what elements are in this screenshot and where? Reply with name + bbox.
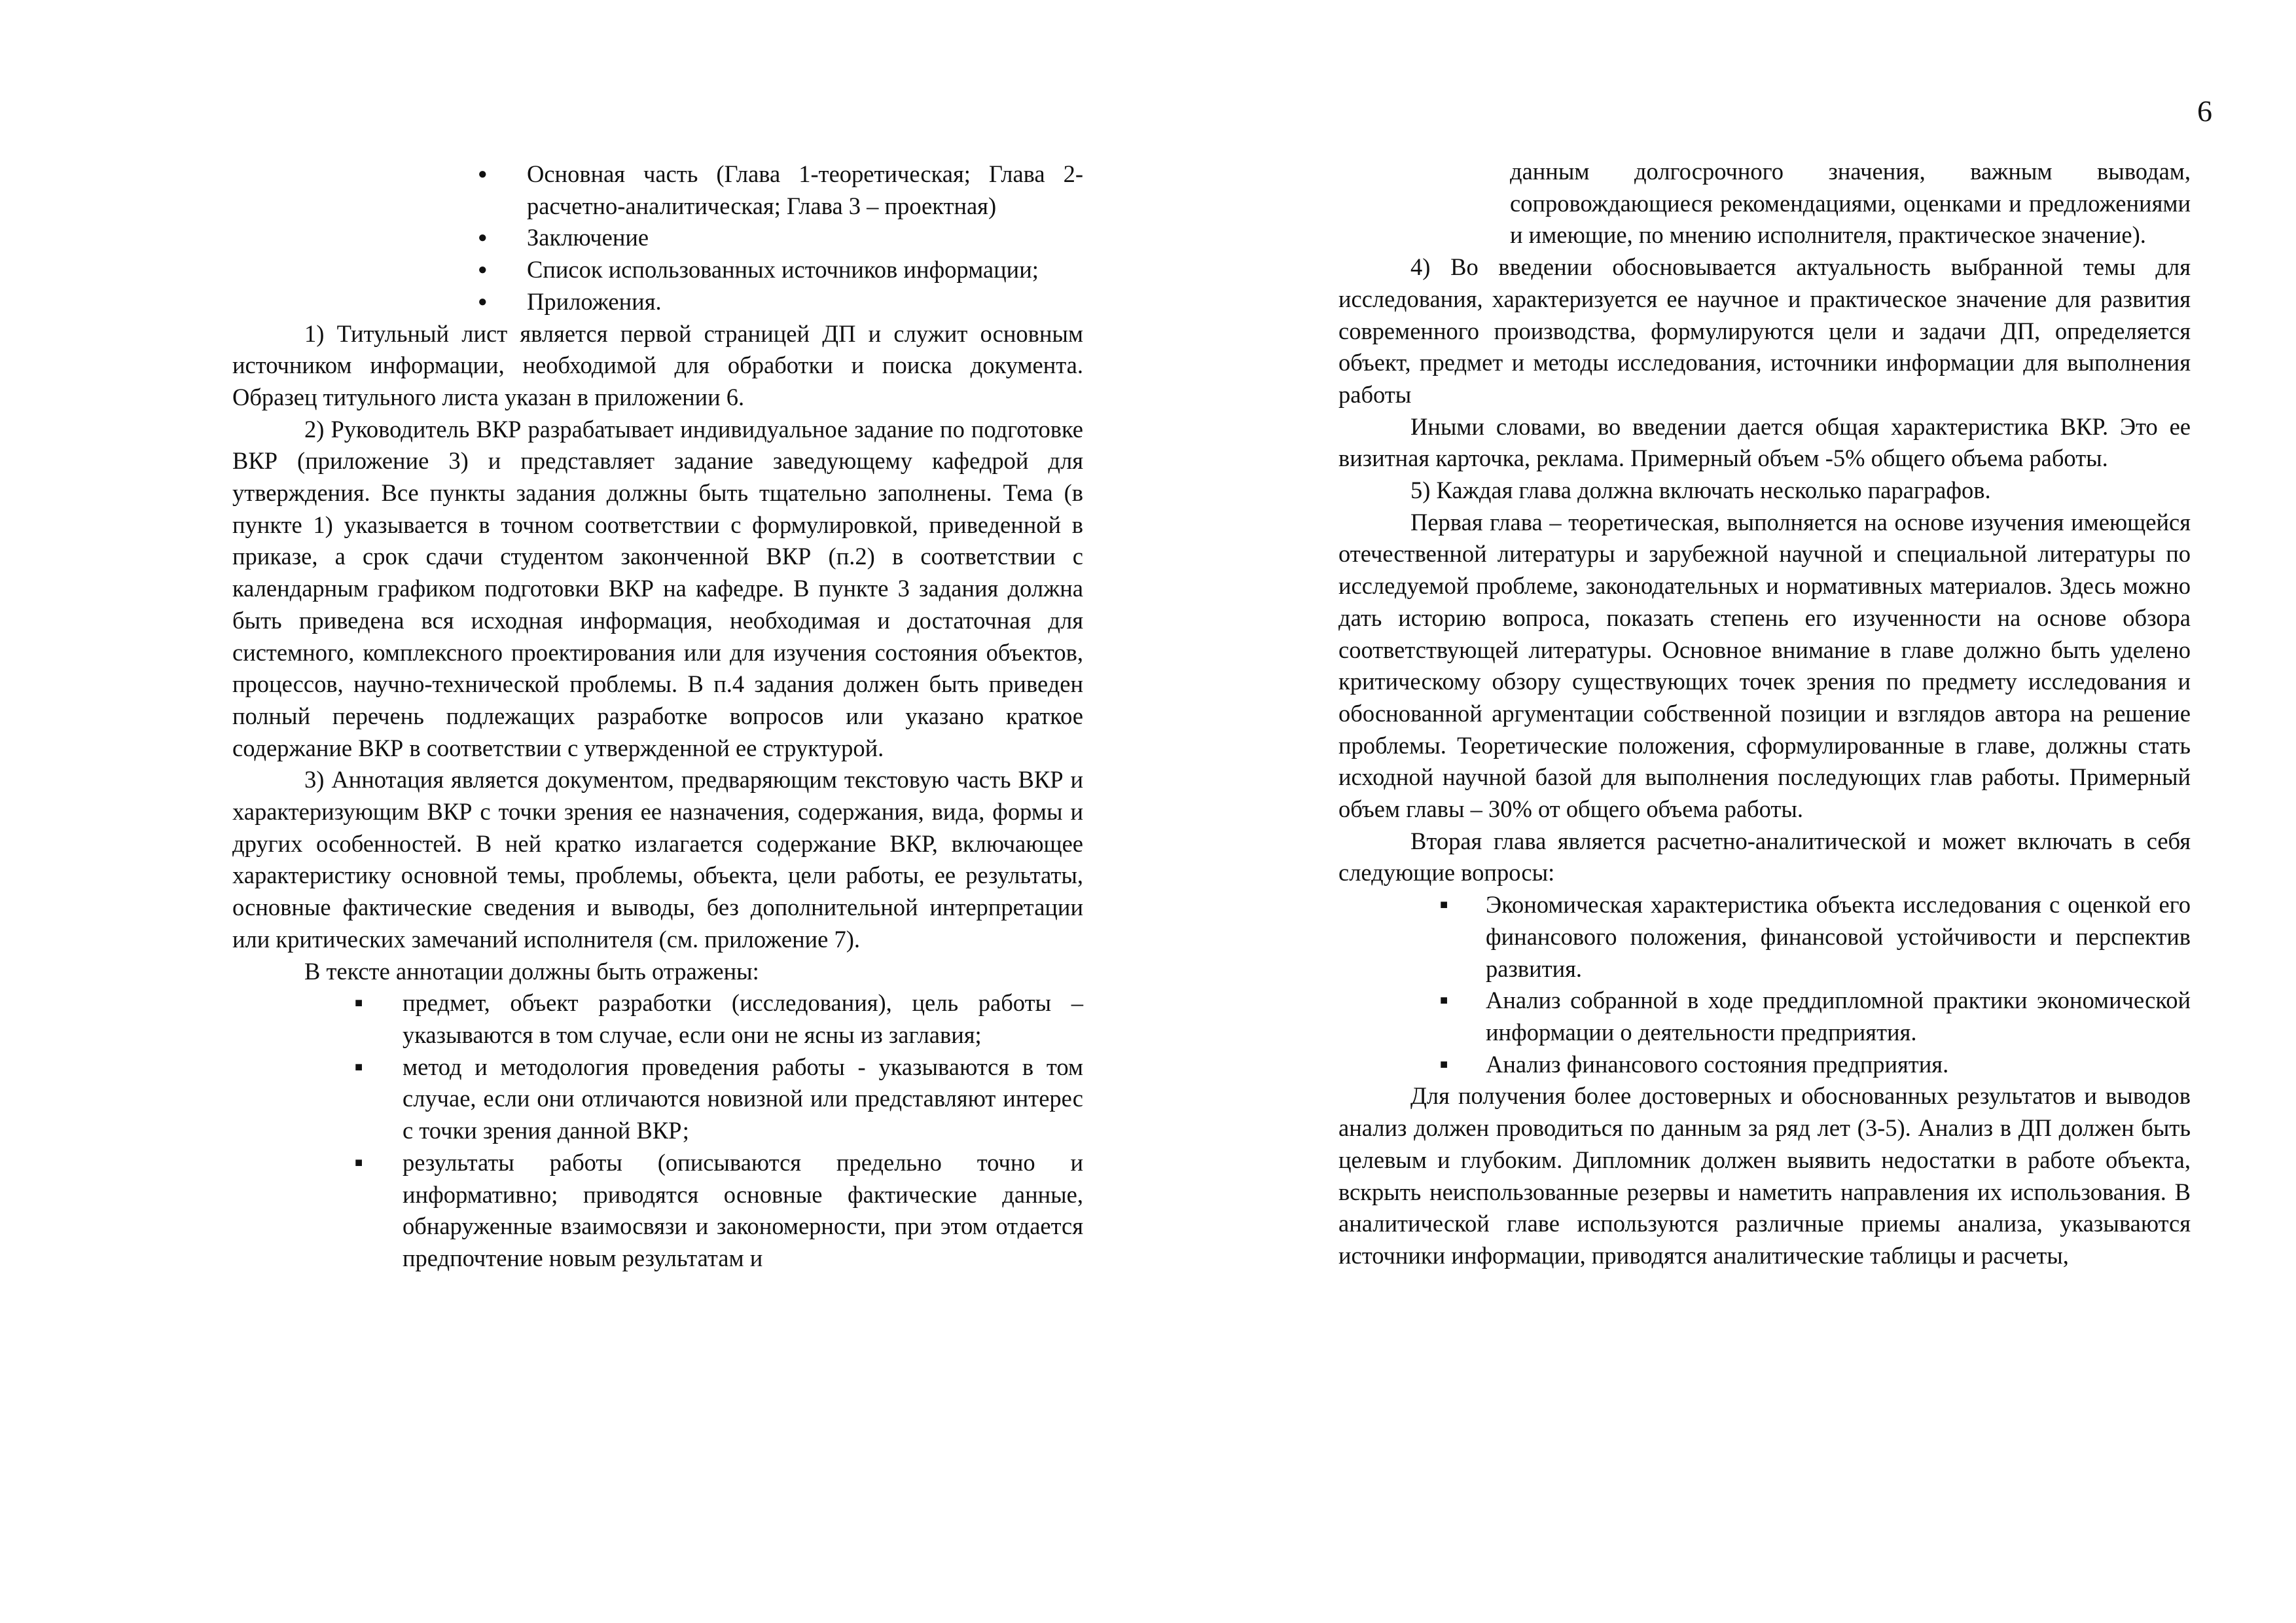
left-column [232,158,1083,1275]
right-column [1338,156,2191,1272]
list-item: ● Основная часть (Глава 1-теоретическая; Глава 2-расчетно-аналитическая; Глава 3 – проектная) [232,158,1083,222]
paragraph-annotation-intro: В тексте аннотации должны быть отражены: [304,957,759,985]
list-item: ■ метод и методология проведения работы - указываются в том случае, если они отличаются новизной или представляют интерес с точки зрения данной ВКР; [232,1051,1083,1147]
paragraph-title-page: 1) Титульный лист является первой страницей ДП и служит основным источником информации, необходимой для обработки и поиска документа. Образец титульного листа указан в приложении 6. [232,319,1083,410]
paragraph-introduction: 4) Во введении обосновывается актуальность выбранной темы для исследования, характеризуется ее научное и практическое значение для развития современного производства, формулируются цели и задачи ДП, определяется объект, предмет и методы исследования, источники информации для выполнения работы [1338,253,2191,408]
paragraph-second-chapter: Вторая глава является расчетно-аналитической и может включать в себя следующие вопросы: [1338,827,2191,886]
list-item: ● Список использованных источников информации; [232,254,1083,286]
paragraph-chapters: 5) Каждая глава должна включать несколько параграфов. [1410,477,1991,504]
second-chapter-list [1338,889,2191,1080]
paragraph-annotation: 3) Аннотация является документом, предваряющим текстовую часть ВКР и характеризующим ВКР с точки зрения ее назначения, содержания, вида, формы и других особенностей. В ней кратко излагается содержание ВКР, включающее характеристику основной темы, проблемы, объекта, цели работы, ее результаты, основные фактические сведения и выводы, без дополнительной интерпретации или критических замечаний исполнителя (см. приложение 7). [232,766,1083,953]
list-item: ■ Анализ финансового состояния предприятия. [1338,1049,2191,1081]
paragraph-analysis: Для получения более достоверных и обоснованных результатов и выводов анализ должен проводиться по данным за ряд лет (3-5). Анализ в ДП должен быть целевым и глубоким. Дипломник должен выявить недостатки в работе объекта, вскрыть неиспользованные резервы и наметить направления их использования. В аналитической главе используются различные приемы анализа, указываются источники информации, приводятся аналитические таблицы и расчеты, [1338,1082,2191,1269]
structure-list [232,158,1083,318]
list-item: ■ предмет, объект разработки (исследования), цель работы – указываются в том случае, если они не ясны из заглавия; [232,987,1083,1051]
paragraph-first-chapter: Первая глава – теоретическая, выполняется на основе изучения имеющейся отечественной литературы и зарубежной научной и специальной литературы по исследуемой проблеме, законодательных и нормативных материалов. Здесь можно дать историю вопроса, показать степень его изученности на основе обзора соответствующей литературы. Основное внимание в главе должно быть уделено критическому обзору существующих точек зрения по предмету исследования и обоснованной аргументации собственной позиции и взглядов автора на решение проблемы. Теоретические положения, сформулированные в главе, должны стать исходной научной базой для выполнения последующих глав работы. Примерный объем главы – 30% от общего объема работы. [1338,508,2191,823]
page-number: 6 [2197,94,2212,128]
list-item: ■ Экономическая характеристика объекта исследования с оценкой его финансового положения, финансовой устойчивости и перспектив развития. [1338,889,2191,985]
list-item: ■ Анализ собранной в ходе преддипломной практики экономической информации о деятельности предприятия. [1338,985,2191,1048]
paragraph-introduction-summary: Иными словами, во введении дается общая характеристика ВКР. Это ее визитная карточка, реклама. Примерный объем -5% общего объема работы. [1338,412,2191,472]
list-item: ● Приложения. [232,286,1083,318]
paragraph-continuation: данным долгосрочного значения, важным выводам, сопровождающиеся рекомендациями, оценками и предложениями и имеющие, по мнению исполнителя, практическое значение). [1510,158,2191,249]
list-item: ■ результаты работы (описываются предельно точно и информативно; приводятся основные фактические данные, обнаруженные взаимосвязи и закономерности, при этом отдается предпочтение новым результатам и [232,1147,1083,1275]
paragraph-assignment: 2) Руководитель ВКР разрабатывает индивидуальное задание по подготовке ВКР (приложение 3) и представляет задание заведующему кафедрой для утверждения. Все пункты задания должны быть тщательно заполнены. Тема (в пункте 1) указывается в точном соответствии с формулировкой, приведенной в приказе, а срок сдачи студентом законченной ВКР (п.2) в соответствии с календарным графиком подготовки ВКР на кафедре. В пункте 3 задания должна быть приведена вся исходная информация, необходимая и достаточная для системного, комплексного проектирования или для изучения состояния объектов, процессов, научно-технической проблемы. В п.4 задания должен быть приведен полный перечень подлежащих разработке вопросов или указано краткое содержание ВКР в соответствии с утвержденной ее структурой. [232,415,1083,761]
list-item: ● Заключение [232,222,1083,254]
annotation-list [232,987,1083,1274]
